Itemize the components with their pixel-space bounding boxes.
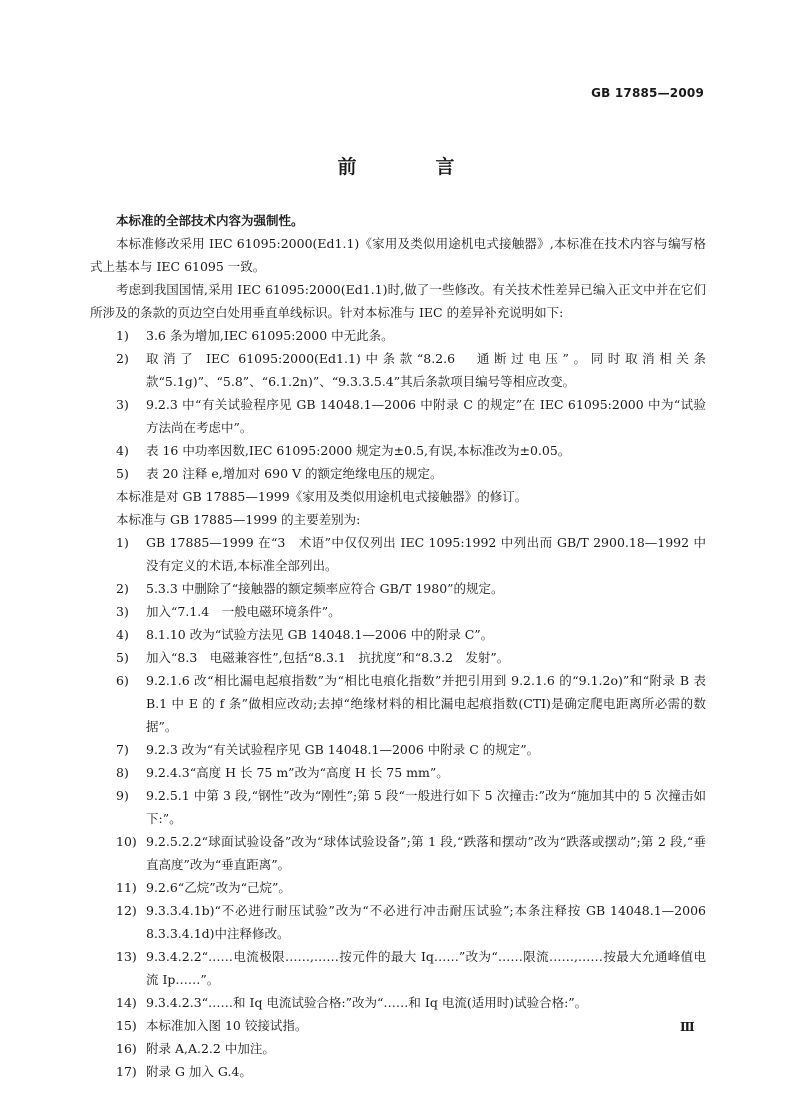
list-item-text: GB 17885—1999 在“3 术语”中仅仅列出 IEC 1095:1992 中列出而 GB/T 2900.18—1992 中没有定义的术语,本标准全部列出。 — [146, 535, 706, 573]
list-item — [90, 830, 706, 876]
revision-statement: 本标准是对 GB 17885—1999《家用及类似用途机电式接触器》的修订。 — [116, 489, 528, 504]
list-item-text: 9.2.6“乙烷”改为“己烷”。 — [146, 880, 291, 895]
list-item-number: 11) — [116, 880, 137, 895]
list-item-text: 9.3.3.4.1b)“不必进行耐压试验”改为“不必进行冲击耐压试验”;本条注释按 GB 14048.1—2006 8.3.3.4.1d)中注释修改。 — [146, 903, 706, 941]
difference-list — [90, 324, 706, 485]
list-item — [90, 577, 706, 600]
list-item — [90, 324, 706, 347]
list-item — [90, 393, 706, 439]
list-item-text: 5.3.3 中删除了“接触器的额定频率应符合 GB/T 1980”的规定。 — [146, 581, 504, 596]
page-number: Ⅲ — [680, 1020, 695, 1034]
list-item-number: 3) — [116, 397, 129, 412]
intro-paragraph-1: 本标准修改采用 IEC 61095:2000(Ed1.1)《家用及类似用途机电式接触器》,本标准在技术内容与编写格式上基本与 IEC 61095 一致。 — [90, 236, 706, 274]
page-title: 前 言 — [337, 156, 485, 178]
list-item-number: 4) — [116, 443, 129, 458]
list-item — [90, 784, 706, 830]
list-item-number: 12) — [116, 903, 137, 918]
list-item-number: 16) — [116, 1041, 137, 1056]
list-item — [90, 761, 706, 784]
list-item — [90, 439, 706, 462]
list-item-number: 2) — [116, 581, 129, 596]
list-item — [90, 991, 706, 1014]
list-item — [90, 876, 706, 899]
list-item-text: 9.2.5.1 中第 3 段,“钢性”改为“刚性”;第 5 段“一般进行如下 5 次撞击:”改为“施加其中的 5 次撞击如下:”。 — [146, 788, 706, 826]
list-item-text: 9.2.1.6 改“相比漏电起痕指数”为“相比电痕化指数”并把引用到 9.2.1.6 的“9.1.2o)”和“附录 B 表 B.1 中 E 的 f 条”做相应改动;去掉“绝缘材料的相比漏电起痕指数(CTI)是确定爬电距离所必需的数据”。 — [146, 673, 706, 734]
list-item-text: 9.2.4.3“高度 H 长 75 m”改为“高度 H 长 75 mm”。 — [146, 765, 449, 780]
list-item-text: 9.2.3 中“有关试验程序见 GB 14048.1—2006 中附录 C 的规定”在 IEC 61095:2000 中为“试验方法尚在考虑中”。 — [146, 397, 706, 435]
list-item-text: 9.3.4.2.3“……和 Iq 电流试验合格:”改为“……和 Iq 电流(适用时)试验合格:”。 — [146, 995, 588, 1010]
list-item — [90, 945, 706, 991]
list-item-number: 1) — [116, 535, 129, 550]
list-item — [90, 1037, 706, 1060]
list-item-text: 加入“7.1.4 一般电磁环境条件”。 — [146, 604, 341, 619]
list-item — [90, 1060, 706, 1083]
list-item-number: 9) — [116, 788, 129, 803]
list-item-text: 9.3.4.2.2“……电流极限……,……按元件的最大 Iq……”改为“……限流……,……按最大允通峰值电流 Ip……”。 — [146, 949, 706, 987]
list-item-number: 5) — [116, 650, 129, 665]
list-item — [90, 531, 706, 577]
list-item-text: 9.2.3 改为“有关试验程序见 GB 14048.1—2006 中附录 C 的规定”。 — [146, 742, 540, 757]
list-item-text: 附录 G 加入 G.4。 — [146, 1064, 252, 1079]
list-item-text: 取消了 IEC 61095:2000(Ed1.1)中条款“8.2.6 通断过电压”。同时取消相关条款“5.1g)”、“5.8”、“6.1.2n)”、“9.3.3.5.4”其后条款项目编号等相应改变。 — [146, 351, 706, 389]
list-item — [90, 1014, 706, 1037]
list-item — [90, 738, 706, 761]
changes-intro: 本标准与 GB 17885—1999 的主要差别为: — [116, 512, 361, 527]
list-item-number: 4) — [116, 627, 129, 642]
standard-code: GB 17885—2009 — [591, 86, 704, 100]
list-item-text: 9.2.5.2.2“球面试验设备”改为“球体试验设备”;第 1 段,“跌落和摆动”改为“跌落或摆动”;第 2 段,“垂直高度”改为“垂直距离”。 — [146, 834, 706, 872]
list-item-number: 1) — [116, 328, 129, 343]
list-item-number: 8) — [116, 765, 129, 780]
list-item-number: 3) — [116, 604, 129, 619]
list-item — [90, 646, 706, 669]
list-item — [90, 462, 706, 485]
list-item-text: 表 20 注释 e,增加对 690 V 的额定绝缘电压的规定。 — [146, 466, 443, 481]
list-item-number: 10) — [116, 834, 137, 849]
list-item-number: 7) — [116, 742, 129, 757]
document-body — [90, 209, 706, 1083]
mandatory-statement: 本标准的全部技术内容为强制性。 — [116, 213, 304, 228]
list-item-number: 6) — [116, 673, 129, 688]
list-item-text: 8.1.10 改为“试验方法见 GB 14048.1—2006 中的附录 C”。 — [146, 627, 494, 642]
list-item — [90, 899, 706, 945]
list-item-text: 3.6 条为增加,IEC 61095:2000 中无此条。 — [146, 328, 394, 343]
list-item-number: 15) — [116, 1018, 137, 1033]
list-item-text: 表 16 中功率因数,IEC 61095:2000 规定为±0.5,有误,本标准改为±0.05。 — [146, 443, 571, 458]
list-item — [90, 623, 706, 646]
list-item — [90, 669, 706, 738]
list-item-text: 附录 A,A.2.2 中加注。 — [146, 1041, 275, 1056]
list-item-number: 2) — [116, 351, 129, 366]
list-item-text: 本标准加入图 10 铰接试指。 — [146, 1018, 308, 1033]
list-item-number: 13) — [116, 949, 137, 964]
list-item-text: 加入“8.3 电磁兼容性”,包括“8.3.1 抗扰度”和“8.3.2 发射”。 — [146, 650, 510, 665]
list-item-number: 5) — [116, 466, 129, 481]
change-list — [90, 531, 706, 1083]
list-item-number: 17) — [116, 1064, 137, 1079]
list-item-number: 14) — [116, 995, 137, 1010]
list-item — [90, 347, 706, 393]
intro-paragraph-2: 考虑到我国国情,采用 IEC 61095:2000(Ed1.1)时,做了一些修改。有关技术性差异已编入正文中并在它们所涉及的条款的页边空白处用垂直单线标识。针对本标准与 IEC 的差异补充说明如下: — [90, 282, 706, 320]
list-item — [90, 600, 706, 623]
